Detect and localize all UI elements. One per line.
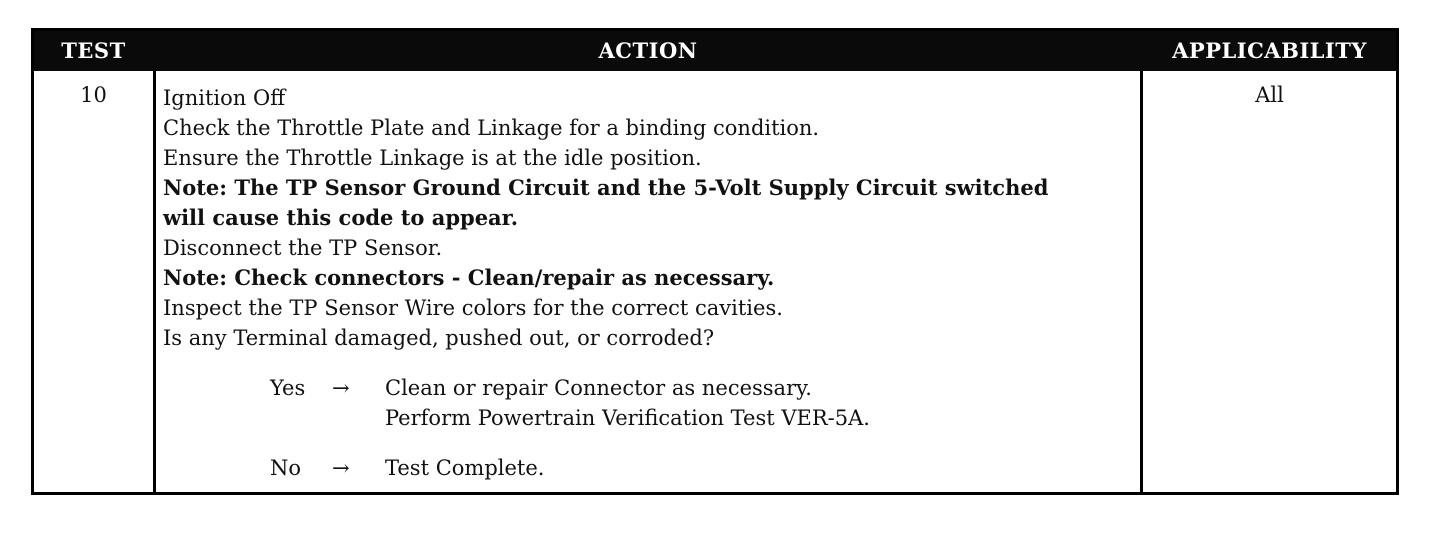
note-line: Note: The TP Sensor Ground Circuit and the 5-Volt Supply Circuit switched xyxy=(163,175,1049,200)
yes-label: Yes xyxy=(270,376,306,400)
yes-response xyxy=(163,373,1138,433)
no-response xyxy=(163,453,1138,483)
arrow-right-icon: → xyxy=(332,456,350,480)
diagnostic-test-table xyxy=(31,28,1399,495)
question-line: Is any Terminal damaged, pushed out, or corroded? xyxy=(163,326,715,350)
action-line: Inspect the TP Sensor Wire colors for the correct cavities. xyxy=(163,296,783,320)
no-label: No xyxy=(270,456,302,480)
yes-action xyxy=(385,373,870,433)
no-action: Test Complete. xyxy=(385,456,545,480)
yes-action-line: Clean or repair Connector as necessary. xyxy=(385,376,812,400)
table-header xyxy=(34,31,1396,71)
test-number: 10 xyxy=(80,83,107,107)
column-divider xyxy=(1140,71,1143,492)
header-action: ACTION xyxy=(598,38,698,63)
applicability-value: All xyxy=(1255,83,1284,107)
arrow-right-icon: → xyxy=(332,376,350,400)
action-line: Check the Throttle Plate and Linkage for a binding condition. xyxy=(163,116,820,140)
column-divider xyxy=(153,71,156,492)
header-test: TEST xyxy=(61,38,126,63)
action-line: Ensure the Throttle Linkage is at the idle position. xyxy=(163,146,702,170)
note-line: Note: Check connectors - Clean/repair as necessary. xyxy=(163,265,775,290)
yes-action-line: Perform Powertrain Verification Test VER-5A. xyxy=(385,406,870,430)
action-line: Ignition Off xyxy=(163,86,286,110)
action-line: Disconnect the TP Sensor. xyxy=(163,236,443,260)
action-text xyxy=(163,83,1138,353)
header-applicability: APPLICABILITY xyxy=(1172,38,1367,63)
note-line: will cause this code to appear. xyxy=(163,205,519,230)
